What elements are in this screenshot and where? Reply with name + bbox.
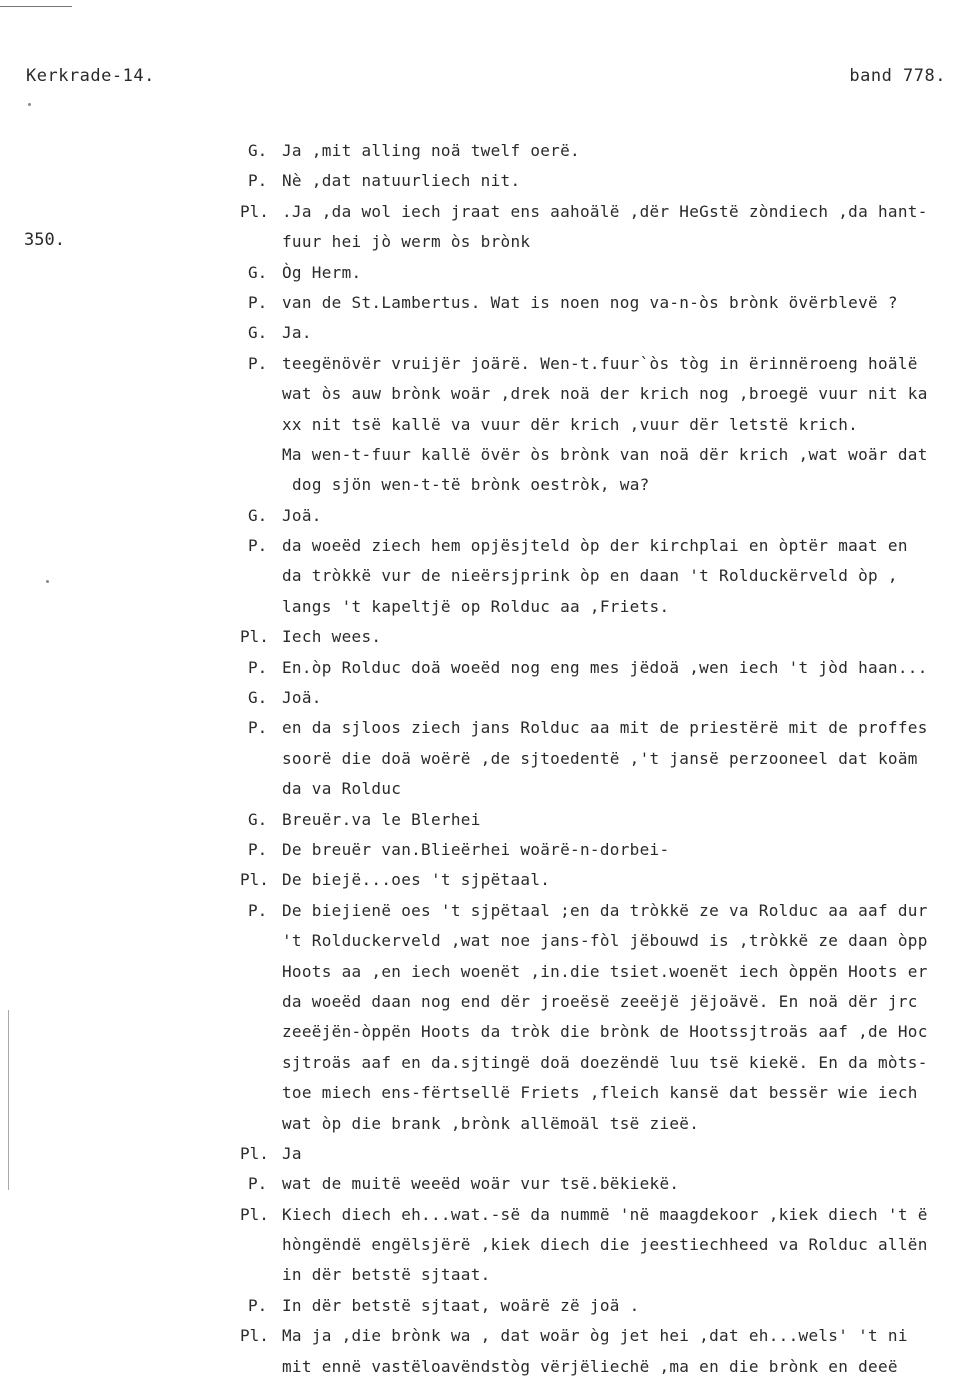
utterance-text: in dër betstë sjtaat. xyxy=(282,1265,491,1285)
utterance-text: In dër betstë sjtaat, woärë zë joä . xyxy=(282,1295,640,1315)
transcript-line xyxy=(0,505,966,535)
transcript-line xyxy=(0,869,966,899)
margin-line-number: 350. xyxy=(24,230,65,250)
transcript-line xyxy=(0,687,966,717)
transcript-line xyxy=(0,1264,966,1294)
utterance-text: En.òp Rolduc doä woeëd nog eng mes jëdoä ,wen iech 't jòd haan... xyxy=(282,657,928,677)
speaker-label: P. xyxy=(248,292,268,312)
margin-dot xyxy=(28,103,31,106)
speaker-label: G. xyxy=(248,141,268,160)
utterance-text: De biejienë oes 't sjpëtaal ;en da tròkkë ze va Rolduc aa aaf dur xyxy=(282,900,928,920)
speaker-label: P. xyxy=(248,1174,268,1194)
speaker-label: Pl. xyxy=(240,201,269,221)
transcript-line xyxy=(0,414,966,444)
utterance-text: 't Rolduckerveld ,wat noe jans-fòl jëbouwd is ,tròkkë ze daan òpp xyxy=(282,931,928,951)
transcript-line xyxy=(0,1021,966,1051)
transcript-line xyxy=(0,262,966,292)
utterance-text: De breuër van.Blieërhei woärë-n-dorbei- xyxy=(282,839,670,859)
utterance-text: da woeëd ziech hem opjësjteld òp der kirchplai en òptër maat en xyxy=(282,536,908,556)
transcript-line xyxy=(0,535,966,565)
utterance-text: zeeëjën-òppën Hoots da tròk die brònk de Hootssjtroäs aaf ,de Hoc xyxy=(282,1022,928,1042)
transcript-line xyxy=(0,809,966,839)
utterance-text: Hoots aa ,en iech woenët ,in.die tsiet.woenët iech òppën Hoots er xyxy=(282,961,928,981)
transcript-line xyxy=(0,565,966,595)
transcript-line xyxy=(0,1052,966,1082)
utterance-text: fuur hei jò werm òs brònk xyxy=(282,232,531,252)
utterance-text: Nè ,dat natuurliech nit. xyxy=(282,171,521,191)
utterance-text: langs 't kapeltjë op Rolduc aa ,Friets. xyxy=(282,596,670,616)
transcript-line xyxy=(0,778,966,808)
utterance-text: Òg Herm. xyxy=(282,262,362,282)
transcript-line xyxy=(0,1325,966,1355)
utterance-text: xx nit tsë kallë va vuur dër krich ,vuur dër letstë krich. xyxy=(282,414,859,434)
utterance-text: soorë die doä woërë ,de sjtoedentë ,'t jansë perzooneel dat koäm xyxy=(282,748,918,768)
speaker-label: Pl. xyxy=(240,870,269,890)
utterance-text: Joä. xyxy=(282,688,322,708)
utterance-text: Kiech diech eh...wat.-së da nummë 'në maagdekoor ,kiek diech 't ë xyxy=(282,1204,928,1224)
utterance-text: Ma ja ,die brònk wa , dat woär òg jet hei ,dat eh...wels' 't ni xyxy=(282,1326,908,1346)
transcript-line xyxy=(0,1204,966,1234)
speaker-label: P. xyxy=(248,353,268,373)
utterance-text: wat òs auw brònk woär ,drek noä der krich nog ,broegë vuur nit ka xyxy=(282,384,928,404)
utterance-text: Ja ,mit alling noä twelf oerë. xyxy=(282,141,580,160)
speaker-label: G. xyxy=(248,323,268,343)
speaker-label: G. xyxy=(248,505,268,525)
transcript-line xyxy=(0,930,966,960)
speaker-label: P. xyxy=(248,839,268,859)
transcript-line xyxy=(0,596,966,626)
transcript-line xyxy=(0,1356,966,1386)
transcript-line xyxy=(0,657,966,687)
speaker-label: G. xyxy=(248,262,268,282)
transcript-line xyxy=(0,444,966,474)
transcript-line xyxy=(0,1173,966,1203)
transcript-line xyxy=(0,292,966,322)
utterance-text: Iech wees. xyxy=(282,627,382,647)
transcript-line xyxy=(0,474,966,504)
utterance-text: toe miech ens-fërtsellë Friets ,fleich kansë dat bessër wie iech xyxy=(282,1083,918,1103)
header-left: Kerkrade-14. xyxy=(26,66,155,86)
utterance-text: Ja xyxy=(282,1143,302,1163)
speaker-label: P. xyxy=(248,900,268,920)
transcript-line xyxy=(0,1234,966,1264)
transcript-line xyxy=(0,383,966,413)
utterance-text: da woeëd daan nog end dër jroeësë zeeëjë jëjoävë. En noä dër jrc xyxy=(282,991,918,1011)
utterance-text: en da sjloos ziech jans Rolduc aa mit de priestërë mit de proffes xyxy=(282,718,928,738)
transcript-line xyxy=(0,231,966,261)
transcript-line xyxy=(0,1082,966,1112)
utterance-text: Ja. xyxy=(282,323,312,343)
speaker-label: Pl. xyxy=(240,1204,269,1224)
utterance-text: hòngëndë engëlsjërë ,kiek diech die jeestiechheed va Rolduc allën xyxy=(282,1235,928,1255)
transcript-line xyxy=(0,1295,966,1325)
speaker-label: G. xyxy=(248,688,268,708)
transcript-line xyxy=(0,748,966,778)
speaker-label: P. xyxy=(248,1295,268,1315)
utterance-text: .Ja ,da wol iech jraat ens aahoälë ,dër HeGstë zòndiech ,da hant- xyxy=(282,201,928,221)
speaker-label: Pl. xyxy=(240,1326,269,1346)
utterance-text: sjtroäs aaf en da.sjtingë doä doezëndë luu tsë kiekë. En da mòts- xyxy=(282,1052,928,1072)
speaker-label: P. xyxy=(248,718,268,738)
utterance-text: wat de muitë weeëd woär vur tsë.bëkiekë. xyxy=(282,1174,680,1194)
transcript-line xyxy=(0,201,966,231)
transcript-body xyxy=(0,140,966,1386)
utterance-text: De biejë...oes 't sjpëtaal. xyxy=(282,870,551,890)
corner-rule xyxy=(0,6,72,7)
transcript-line xyxy=(0,626,966,656)
speaker-label: Pl. xyxy=(240,627,269,647)
utterance-text: da tròkkë vur de nieërsjprink òp en daan 't Rolduckërveld òp , xyxy=(282,566,898,586)
utterance-text: teegënövër vruijër joärë. Wen-t.fuur`òs tòg in ërinnëroeng hoälë xyxy=(282,353,918,373)
speaker-label: P. xyxy=(248,536,268,556)
utterance-text: Ma wen-t-fuur kallë övër òs brònk van noä dër krich ,wat woär dat xyxy=(282,444,928,464)
transcript-line xyxy=(0,322,966,352)
transcript-line xyxy=(0,140,966,170)
speaker-label: P. xyxy=(248,657,268,677)
utterance-text: wat òp die brank ,brònk allëmoäl tsë zieë. xyxy=(282,1113,700,1133)
header-right: band 778. xyxy=(849,66,946,86)
transcript-line xyxy=(0,1113,966,1143)
utterance-text: mit ennë vastëloavëndstòg vërjëliechë ,ma en die brònk en deeë xyxy=(282,1356,898,1376)
transcript-line xyxy=(0,961,966,991)
utterance-text: van de St.Lambertus. Wat is noen nog va-n-òs brònk övërblevë ? xyxy=(282,292,898,312)
transcript-line xyxy=(0,170,966,200)
utterance-text: dog sjön wen-t-të brònk oestròk, wa? xyxy=(292,475,650,495)
speaker-label: Pl. xyxy=(240,1143,269,1163)
utterance-text: Joä. xyxy=(282,505,322,525)
transcript-line xyxy=(0,353,966,383)
speaker-label: P. xyxy=(248,171,268,191)
transcript-line xyxy=(0,1143,966,1173)
transcript-line xyxy=(0,717,966,747)
utterance-text: da va Rolduc xyxy=(282,779,402,799)
transcript-line xyxy=(0,900,966,930)
speaker-label: G. xyxy=(248,809,268,829)
utterance-text: Breuër.va le Blerhei xyxy=(282,809,481,829)
transcript-line xyxy=(0,991,966,1021)
transcript-line xyxy=(0,839,966,869)
